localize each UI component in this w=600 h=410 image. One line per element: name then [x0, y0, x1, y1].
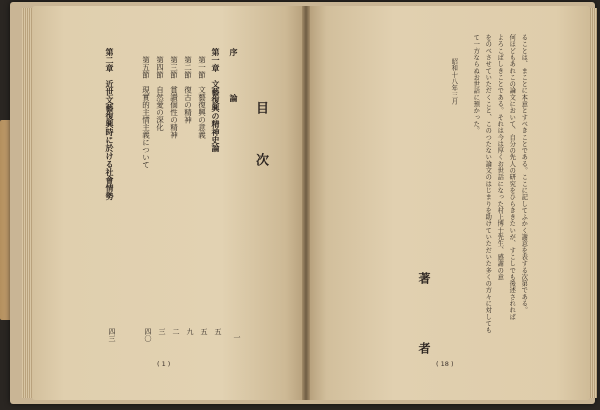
preface-line-1: ることは、まことに本意とすべきことである。ここに記してふかく謝意を表する次第である。 — [520, 34, 528, 314]
toc-entry-page: 四三 — [108, 328, 116, 342]
preface-line-4: をのべさせていただくこと、このつたない論文のはじまりを助けていただいた多くの方々に対しても — [484, 34, 492, 334]
page-edges-left — [22, 8, 32, 398]
toc-entry-page: 五 — [214, 328, 222, 335]
toc-entry-page: 三 — [158, 328, 166, 335]
table-of-contents-page — [32, 6, 302, 400]
toc-preface-page: 一 — [233, 334, 241, 341]
toc-entry-label: 第四節 自然愛の深化 — [155, 56, 165, 131]
preface-line-5: て一方ならぬお世話に預かった。 — [472, 34, 480, 134]
preface-page — [310, 6, 590, 400]
toc-entry-label: 第二節 復古の精神 — [183, 56, 193, 124]
toc-entry-label: 第一章 文藝復興の精神史論 — [211, 48, 221, 152]
toc-entry-page: 四〇 — [144, 328, 152, 342]
toc-preface-label: 序 論 — [229, 48, 239, 116]
open-book — [10, 2, 595, 404]
preface-line-3: よろこばしきことである。それは今は厚くお世話になった村上博士先生、感謝の意 — [496, 34, 504, 281]
toc-entry-page: 五 — [200, 328, 208, 335]
book-gutter — [302, 6, 310, 400]
toc-entry-page: 二 — [172, 328, 180, 335]
toc-title: 目 次 — [253, 101, 268, 178]
page-folio-right: ( 18 ) — [436, 360, 454, 368]
preface-date: 昭和十八年三月 — [450, 58, 458, 105]
toc-entry-label: 第一節 文藝復興の意義 — [197, 56, 207, 139]
page-folio-left: ( 1 ) — [157, 360, 171, 368]
preface-line-2: 何ほどもあれこの論文において、自分の先人の研究をひらききたいが、すこしでも後述されれば — [508, 34, 516, 320]
toc-entry-label: 第二章 近世文藝復興時に於ける社會情勢 — [105, 48, 115, 200]
toc-entry-label: 第三節 賞讃個性の精神 — [169, 56, 179, 139]
preface-signature: 著 者 — [417, 272, 431, 376]
toc-entry-label: 第五節 現實的主情主義について — [141, 56, 151, 169]
toc-entry-page: 九 — [186, 328, 194, 335]
